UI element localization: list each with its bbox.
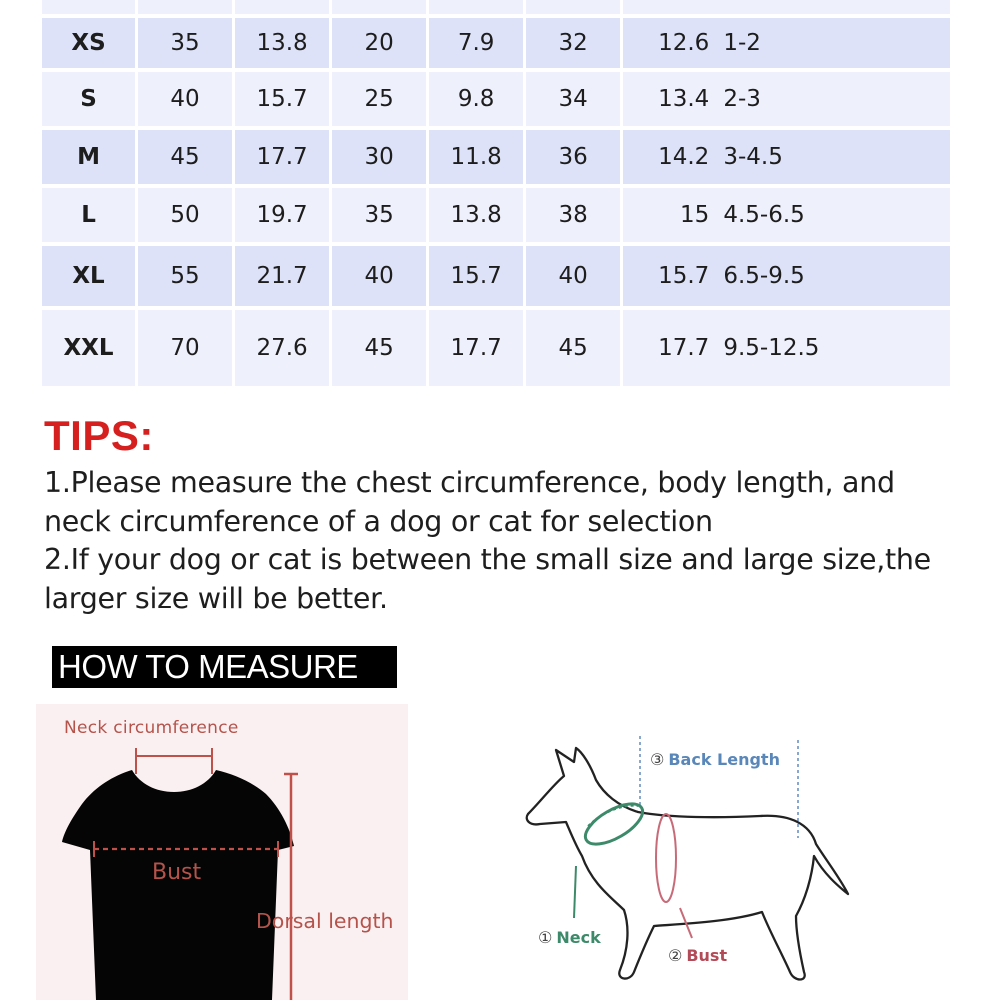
table-cell: 38 — [526, 188, 620, 242]
table-row — [42, 130, 950, 184]
table-cell: 30 — [332, 130, 426, 184]
garment-diagram — [36, 704, 408, 1000]
back-length-number: ③ — [650, 750, 665, 769]
table-cell: 15 — [623, 188, 717, 242]
table-cell: 1-2 — [717, 18, 950, 68]
table-row — [42, 246, 950, 306]
table-cell: 15.7 — [429, 246, 523, 306]
dog-bust-label — [668, 946, 727, 965]
table-cell: 27.6 — [235, 310, 329, 386]
table-cell: 2-3 — [717, 72, 950, 126]
neck-text: Neck — [556, 928, 601, 947]
table-cell — [235, 0, 329, 14]
table-cell: 3-4.5 — [717, 130, 950, 184]
table-cell — [138, 0, 232, 14]
table-cell: 55 — [138, 246, 232, 306]
tip-1: 1.Please measure the chest circumference, body length, and neck circumference of a dog or cat for selection — [44, 466, 895, 538]
table-cell: 32 — [526, 18, 620, 68]
table-cell: 17.7 — [429, 310, 523, 386]
table-cell: 70 — [138, 310, 232, 386]
table-row — [42, 18, 950, 68]
dorsal-length-label: Dorsal length — [256, 909, 394, 933]
table-cell — [332, 0, 426, 14]
back-length-text: Back Length — [668, 750, 780, 769]
size-table — [42, 0, 950, 390]
table-cell: 35 — [138, 18, 232, 68]
tips-title: TIPS: — [44, 412, 154, 459]
table-cell: 12.6 — [623, 18, 717, 68]
table-cell — [429, 0, 523, 14]
bust-number: ② — [668, 946, 683, 965]
table-cell: S — [42, 72, 135, 126]
neck-circumference-label: Neck circumference — [64, 718, 239, 738]
table-cell: 40 — [332, 246, 426, 306]
table-cell: 13.8 — [429, 188, 523, 242]
table-cell: XL — [42, 246, 135, 306]
table-cell: 45 — [138, 130, 232, 184]
table-cell: 36 — [526, 130, 620, 184]
back-length-label — [650, 750, 780, 769]
table-cell: 7.9 — [429, 18, 523, 68]
table-cell — [526, 0, 620, 14]
pet-shirt-illustration — [36, 704, 408, 1000]
table-cell: 40 — [138, 72, 232, 126]
table-cell: 11.8 — [429, 130, 523, 184]
bust-text: Bust — [686, 946, 728, 965]
table-cell: 17.7 — [623, 310, 717, 386]
table-cell — [623, 0, 717, 14]
table-cell: 40 — [526, 246, 620, 306]
table-cell: 15.7 — [623, 246, 717, 306]
table-cell: 45 — [332, 310, 426, 386]
table-cell: 13.8 — [235, 18, 329, 68]
table-cell: XS — [42, 18, 135, 68]
dog-diagram — [520, 728, 860, 1000]
table-cell: 21.7 — [235, 246, 329, 306]
table-row — [42, 188, 950, 242]
how-to-measure-header: HOW TO MEASURE — [52, 646, 397, 688]
neck-label — [538, 928, 601, 947]
neck-number: ① — [538, 928, 553, 947]
table-row — [42, 72, 950, 126]
table-cell: 35 — [332, 188, 426, 242]
table-cell: L — [42, 188, 135, 242]
table-cell: 25 — [332, 72, 426, 126]
table-cell: 50 — [138, 188, 232, 242]
table-cell: 15.7 — [235, 72, 329, 126]
table-cell: 19.7 — [235, 188, 329, 242]
bust-label: Bust — [152, 860, 202, 885]
table-cell: 9.5-12.5 — [717, 310, 950, 386]
table-cell: 6.5-9.5 — [717, 246, 950, 306]
table-cell — [42, 0, 135, 14]
tips-body — [44, 464, 964, 618]
table-cell: 34 — [526, 72, 620, 126]
table-row — [42, 310, 950, 386]
table-cell — [717, 0, 950, 14]
table-cell: M — [42, 130, 135, 184]
table-cell: 14.2 — [623, 130, 717, 184]
table-cell: 4.5-6.5 — [717, 188, 950, 242]
table-cell: XXL — [42, 310, 135, 386]
tip-2: 2.If your dog or cat is between the small size and large size,the larger size will be better. — [44, 543, 931, 615]
table-row — [42, 0, 950, 14]
table-cell: 20 — [332, 18, 426, 68]
table-cell: 13.4 — [623, 72, 717, 126]
table-cell: 45 — [526, 310, 620, 386]
table-cell: 9.8 — [429, 72, 523, 126]
table-cell: 17.7 — [235, 130, 329, 184]
